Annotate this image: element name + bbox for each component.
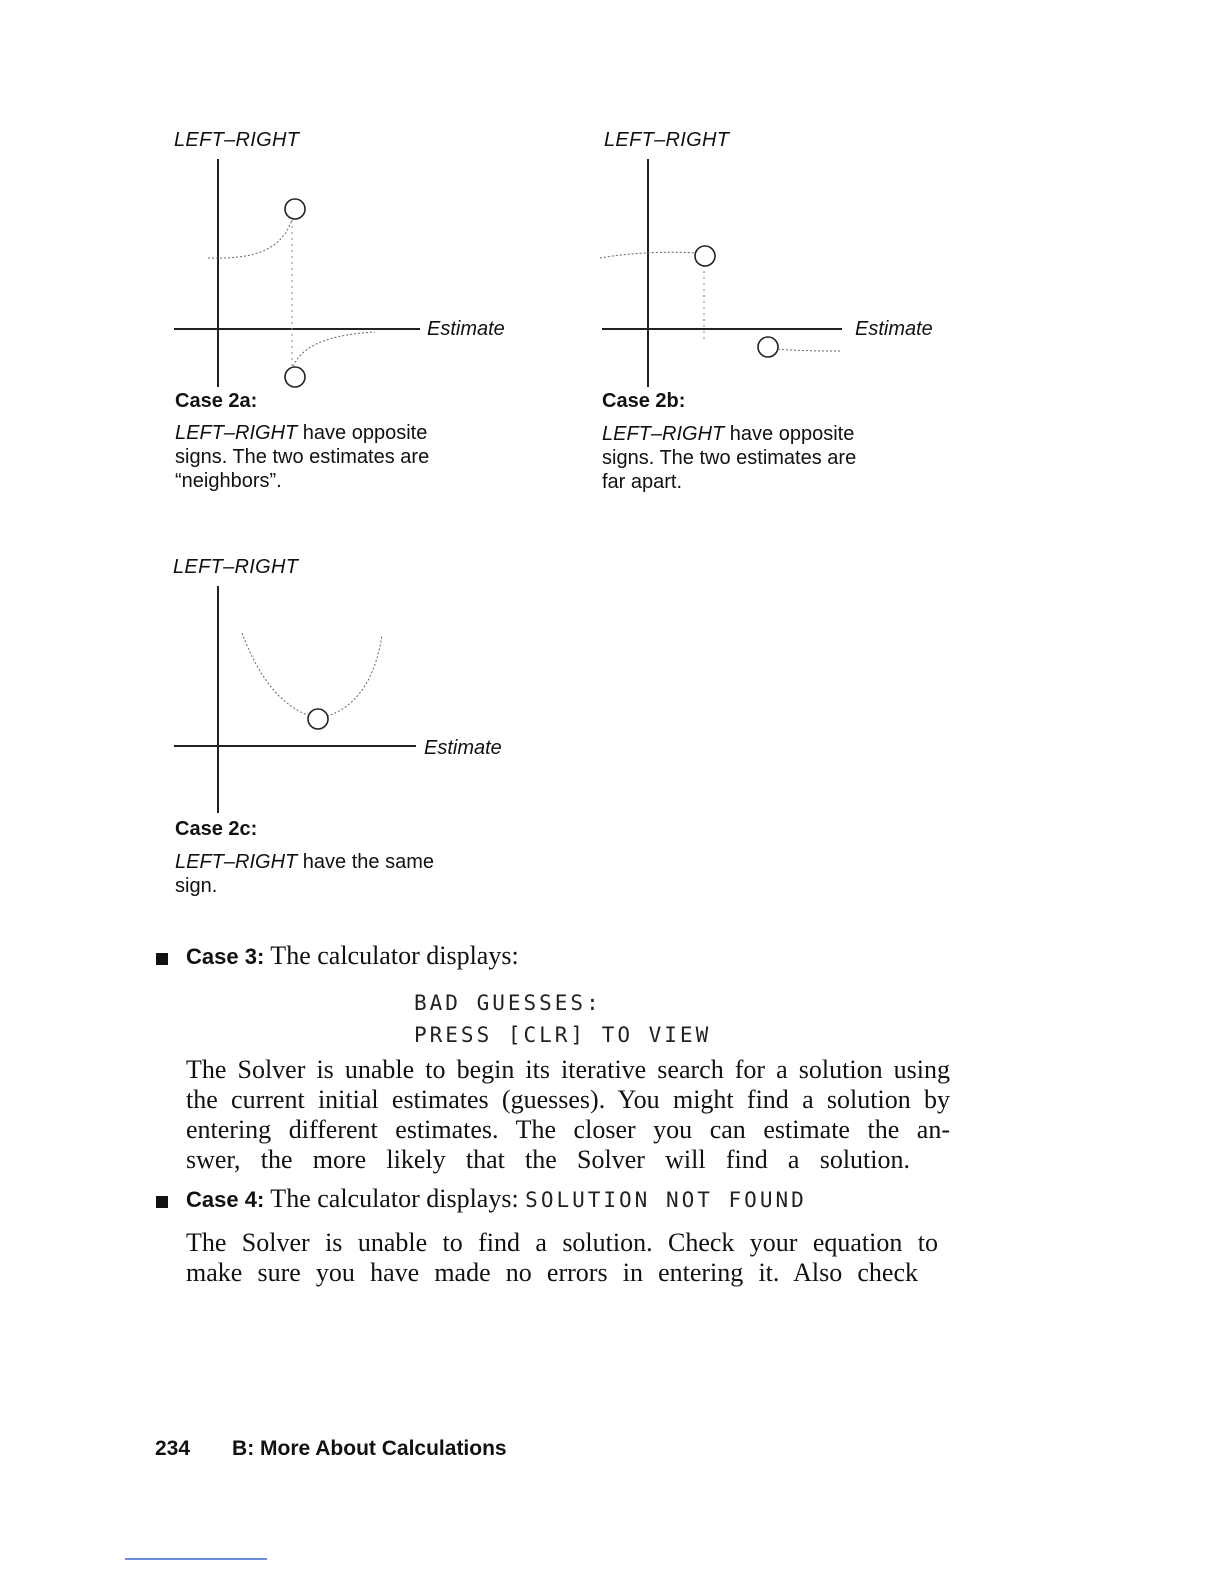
caption-line: sign.	[175, 875, 218, 897]
caption	[175, 421, 515, 493]
paragraph-line: the current initial estimates (guesses). You might find a solution by	[186, 1085, 950, 1114]
caption-italic: LEFT–RIGHT	[602, 423, 725, 445]
case-3-lead	[186, 941, 519, 971]
x-axis-label: Estimate	[424, 737, 502, 759]
case-4-lead	[186, 1184, 807, 1214]
paragraph-line: make sure you have made no errors in entering it. Also check	[186, 1258, 918, 1287]
calculator-display	[414, 987, 711, 1051]
page-number: 234	[155, 1437, 191, 1460]
case-2a-graph	[170, 125, 530, 395]
estimate-circle	[308, 709, 328, 729]
case-title: Case 2c:	[175, 818, 258, 840]
display-line: PRESS [CLR] TO VIEW	[414, 1023, 712, 1047]
caption-line: signs. The two estimates are	[602, 447, 857, 469]
caption	[602, 422, 942, 494]
case-3-lead-text: The calculator displays:	[264, 941, 519, 970]
estimate-circle-upper	[285, 199, 305, 219]
case-2c-graph	[170, 553, 530, 823]
caption-line: have opposite	[297, 422, 428, 444]
case-title: Case 2a:	[175, 390, 258, 412]
scan-edge-line	[125, 1558, 267, 1560]
y-axis-label: LEFT–RIGHT	[174, 129, 300, 151]
estimate-circle-lower	[285, 367, 305, 387]
figure-case-2a	[170, 125, 530, 505]
caption-line: have opposite	[724, 423, 855, 445]
caption-line: “neighbors”.	[175, 470, 282, 492]
y-axis-label: LEFT–RIGHT	[604, 129, 730, 151]
curve-lower	[292, 332, 375, 370]
case-4-label: Case 4:	[186, 1187, 265, 1212]
x-axis-label: Estimate	[427, 318, 505, 340]
caption-line: have the same	[297, 851, 434, 873]
curve-lower	[778, 349, 842, 351]
caption-line: far apart.	[602, 471, 683, 493]
case-3-paragraph	[186, 1055, 950, 1175]
case-3-label: Case 3:	[186, 944, 265, 969]
paragraph-line: The Solver is unable to find a solution. Check your equation to	[186, 1228, 938, 1257]
caption-italic: LEFT–RIGHT	[175, 851, 298, 873]
display-line: BAD GUESSES:	[414, 991, 602, 1015]
figure-case-2c	[170, 553, 530, 913]
case-4-paragraph	[186, 1228, 938, 1288]
caption	[175, 850, 515, 898]
case-4-lead-text: The calculator displays:	[264, 1184, 526, 1213]
bullet-square	[156, 1196, 168, 1208]
estimate-circle-upper	[695, 246, 715, 266]
estimate-circle-lower	[758, 337, 778, 357]
paragraph-line: entering different estimates. The closer you can estimate the an-	[186, 1115, 950, 1144]
paragraph-line: The Solver is unable to begin its iterative search for a solution using	[186, 1055, 950, 1084]
parabola-curve	[242, 633, 382, 718]
bullet-square	[156, 953, 168, 965]
paragraph-line: swer, the more likely that the Solver will find a solution.	[186, 1145, 910, 1174]
x-axis-label: Estimate	[855, 318, 933, 340]
case-2b-graph	[598, 125, 958, 395]
calculator-display-inline: SOLUTION NOT FOUND	[525, 1188, 807, 1212]
y-axis-label: LEFT–RIGHT	[173, 556, 299, 578]
curve-upper	[208, 220, 292, 258]
caption-line: signs. The two estimates are	[175, 446, 430, 468]
page-footer	[155, 1437, 507, 1461]
case-title: Case 2b:	[602, 390, 686, 412]
caption-italic: LEFT–RIGHT	[175, 422, 298, 444]
figure-case-2b	[598, 125, 958, 505]
section-title: B: More About Calculations	[232, 1437, 507, 1460]
